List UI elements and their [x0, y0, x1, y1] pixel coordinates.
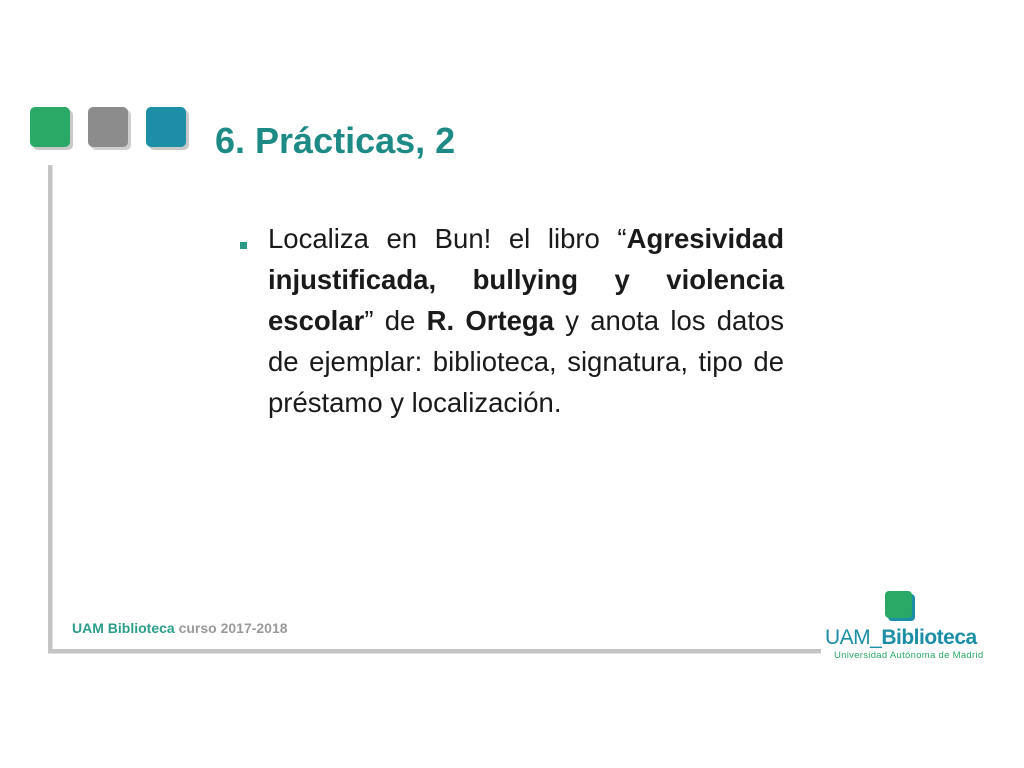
bullet-text: [268, 218, 784, 423]
teal-square-icon: [146, 107, 186, 147]
logo-subtitle: Universidad Autónoma de Madrid: [834, 650, 984, 661]
logo-wordmark: [825, 626, 977, 650]
frame-vertical-line: [48, 165, 52, 652]
logo-biblioteca: Biblioteca: [881, 626, 977, 649]
bullet-square-icon: [240, 242, 247, 249]
text-part: ” de: [364, 305, 427, 336]
logo-uam: UAM_: [825, 626, 882, 649]
frame-horizontal-line: [48, 649, 821, 653]
gray-square-icon: [88, 107, 128, 147]
slide-content: [232, 218, 784, 423]
footer-course: curso 2017-2018: [174, 620, 288, 636]
text-part: Localiza en Bun! el libro “: [268, 223, 627, 254]
green-square-icon: [30, 107, 70, 147]
book-title: Agresividad injustificada, bullying y violencia escolar: [268, 223, 784, 336]
book-author: R. Ortega: [426, 305, 554, 336]
footer: [72, 620, 288, 636]
slide-title: 6. Prácticas, 2: [215, 120, 456, 161]
uam-biblioteca-logo: [822, 588, 982, 668]
text-part: y anota los datos de ejemplar: biblioteca, signatura, tipo de préstamo y localización.: [268, 305, 785, 418]
footer-org: UAM Biblioteca: [72, 620, 175, 636]
logo-square-icon: [885, 591, 912, 618]
